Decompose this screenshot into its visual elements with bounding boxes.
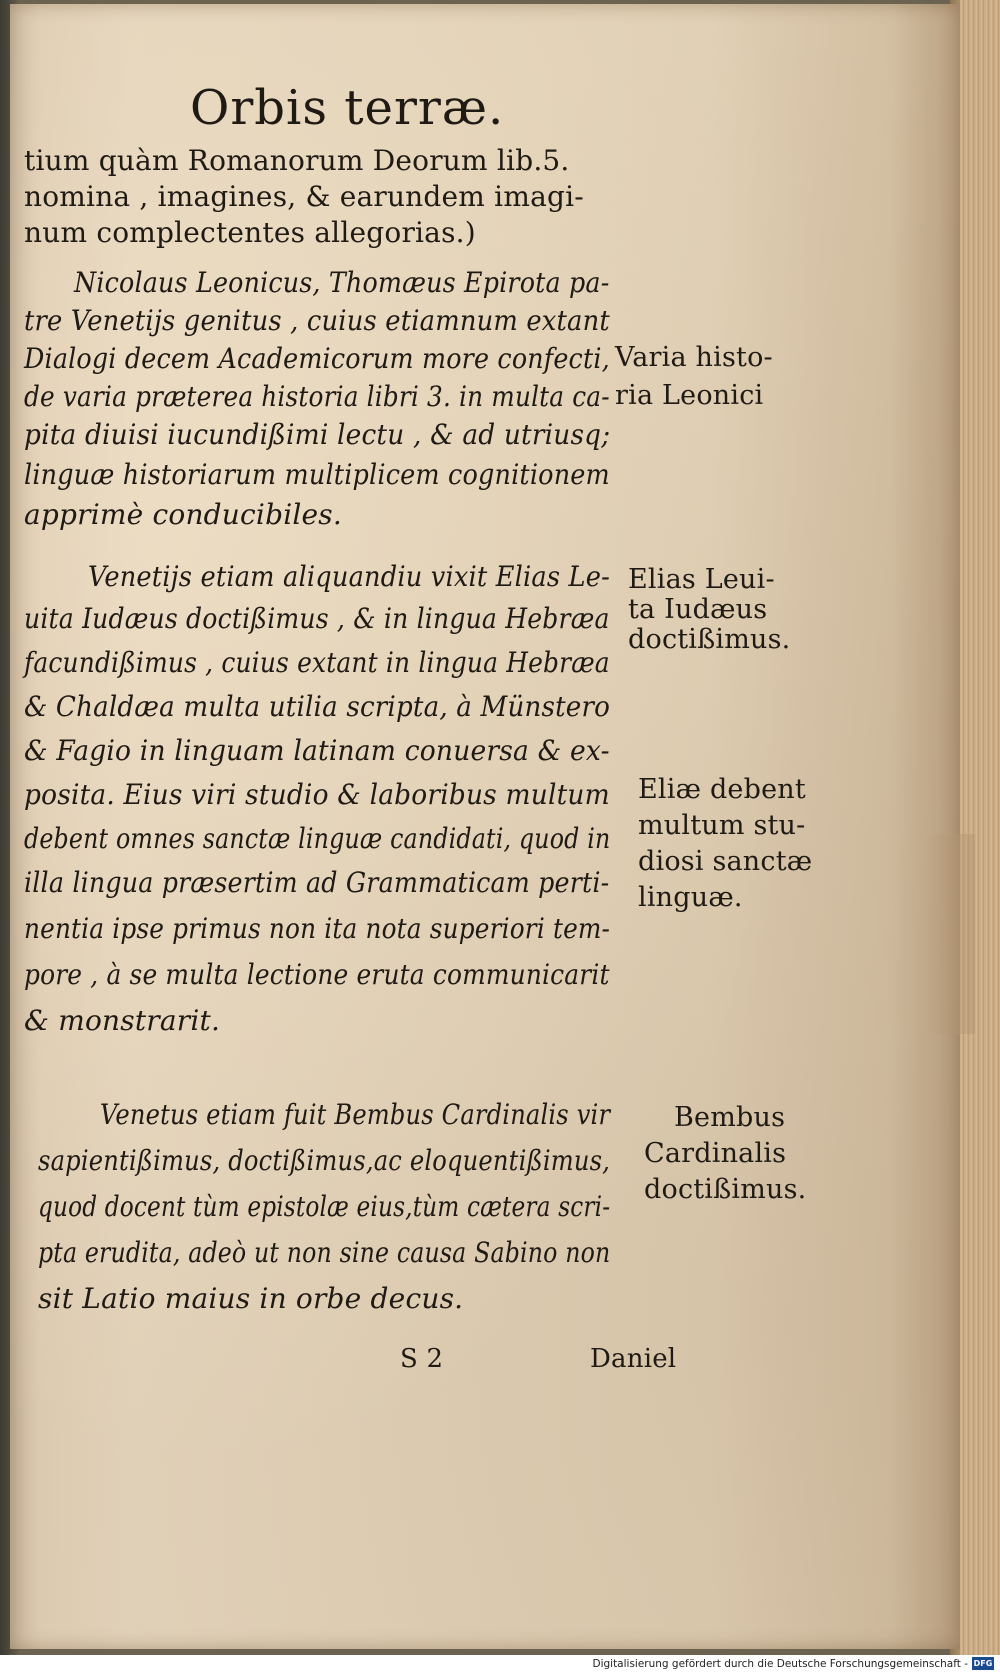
body-line: facundißimus , cuius extant in lingua Hebræa xyxy=(24,646,610,679)
body-line: uita Iudæus doctißimus , & in lingua Hebræa xyxy=(24,602,610,635)
running-head: Orbis terræ. xyxy=(190,80,505,136)
margin-note-line: Cardinalis xyxy=(644,1138,787,1169)
body-line: & Fagio in linguam latinam conuersa & ex- xyxy=(24,734,610,767)
margin-note-line: diosi sanctæ xyxy=(638,846,813,877)
margin-note-line: doctißimus. xyxy=(628,624,791,655)
body-line: pta erudita, adeò ut non sine causa Sabino non xyxy=(38,1236,611,1269)
body-line: sit Latio maius in orbe decus. xyxy=(38,1282,464,1315)
body-line: tium quàm Romanorum Deorum lib.5. xyxy=(24,144,570,177)
margin-note-line: ta Iudæus xyxy=(628,594,768,625)
margin-note-line: Bembus xyxy=(674,1102,786,1133)
page-fold-shadow xyxy=(920,834,975,1034)
book-page xyxy=(10,4,960,1649)
margin-note-line: linguæ. xyxy=(638,882,743,913)
body-line: apprimè conducibiles. xyxy=(24,498,342,531)
body-line: num complectentes allegorias.) xyxy=(24,216,476,249)
body-line: tre Venetijs genitus , cuius etiamnum extant xyxy=(24,304,610,337)
body-line: Venetijs etiam aliquandiu vixit Elias Le- xyxy=(88,560,610,593)
body-line: linguæ historiarum multiplicem cognitionem xyxy=(24,458,610,491)
body-line: Dialogi decem Academicorum more confecti, xyxy=(24,342,610,375)
body-line: quod docent tùm epistolæ eius,tùm cætera scri- xyxy=(38,1190,611,1223)
margin-note-line: multum stu- xyxy=(638,810,806,841)
body-line: sapientißimus, doctißimus,ac eloquentißimus, xyxy=(38,1144,611,1177)
margin-note-line: Elias Leui- xyxy=(628,564,775,595)
body-line: illa lingua præsertim ad Grammaticam perti- xyxy=(24,866,610,899)
body-line: & monstrarit. xyxy=(24,1004,221,1037)
page-block-edges xyxy=(960,0,1000,1655)
dfg-logo: DFG xyxy=(973,1659,993,1668)
body-line: nentia ipse primus non ita nota superiori tem- xyxy=(24,912,611,945)
margin-note-line: Varia histo- xyxy=(615,342,773,373)
body-line: pore , à se multa lectione eruta communicarit xyxy=(24,958,610,991)
margin-note-line: ria Leonici xyxy=(615,380,764,411)
body-line: de varia præterea historia libri 3. in multa ca- xyxy=(24,380,610,413)
body-line: & Chaldæa multa utilia scripta, à Münstero xyxy=(24,690,611,723)
body-line: Nicolaus Leonicus, Thomæus Epirota pa- xyxy=(74,266,610,299)
margin-note-line: Eliæ debent xyxy=(638,774,806,805)
body-line: debent omnes sanctæ linguæ candidati, quod in xyxy=(24,822,611,855)
margin-note-line: doctißimus. xyxy=(644,1174,807,1205)
body-line: pita diuisi iucundißimi lectu , & ad utriusq; xyxy=(24,418,611,451)
body-line: nomina , imagines, & earundem imagi- xyxy=(24,180,584,213)
signature-mark: S 2 xyxy=(400,1344,444,1374)
catchword: Daniel xyxy=(590,1344,677,1374)
funding-credit: Digitalisierung gefördert durch die Deutsche Forschungsgemeinschaft - xyxy=(592,1658,968,1670)
body-line: posita. Eius viri studio & laboribus multum xyxy=(24,778,610,811)
body-line: Venetus etiam fuit Bembus Cardinalis vir xyxy=(100,1098,611,1131)
